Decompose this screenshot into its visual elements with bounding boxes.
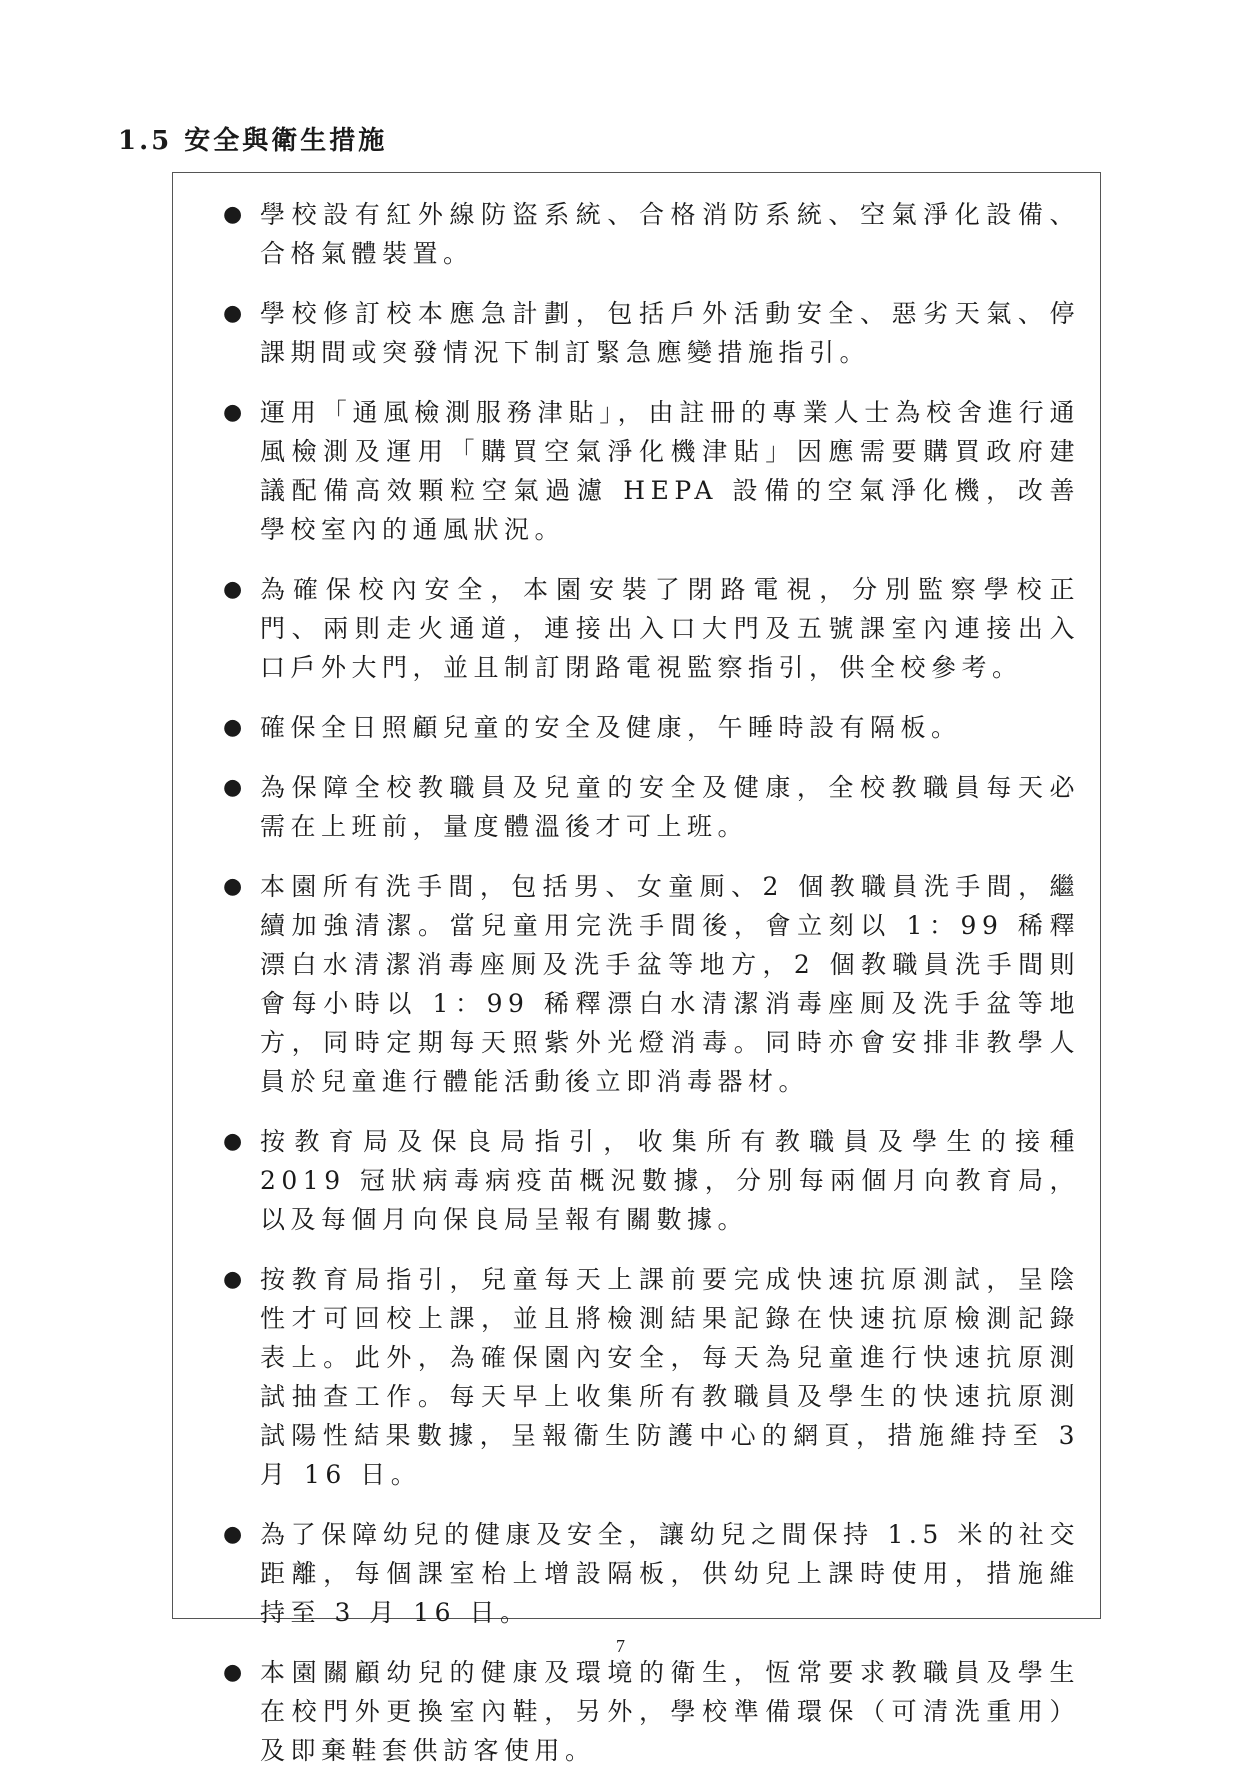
list-item-text: 為保障全校教職員及兒童的安全及健康，全校教職員每天必需在上班前，量度體溫後才可上班。 xyxy=(260,773,1080,841)
bullet-icon: ● xyxy=(223,1267,243,1292)
list-item-text: 本園關顧幼兒的健康及環境的衛生，恆常要求教職員及學生在校門外更換室內鞋，另外，學校準備環保（可清洗重用）及即棄鞋套供訪客使用。 xyxy=(260,1658,1080,1765)
bullet-icon: ● xyxy=(223,775,243,800)
list-item-text: 確保全日照顧兒童的安全及健康，午睡時設有隔板。 xyxy=(260,713,962,742)
list-item xyxy=(173,1653,1100,1770)
list-item xyxy=(173,393,1100,549)
bullet-icon: ● xyxy=(223,301,243,326)
list-item-text: 學校修訂校本應急計劃，包括戶外活動安全、惡劣天氣、停課期間或突發情況下制訂緊急應變措施指引。 xyxy=(260,299,1080,367)
list-item xyxy=(173,1122,1100,1239)
list-item xyxy=(173,1260,1100,1494)
measures-box xyxy=(172,172,1101,1765)
bullet-icon: ● xyxy=(223,715,243,740)
list-item xyxy=(173,1515,1100,1632)
list-item-text: 按教育局及保良局指引，收集所有教職員及學生的接種 2019 冠狀病毒病疫苗概況數據，分別每兩個月向教育局，以及每個月向保良局呈報有關數據。 xyxy=(260,1127,1080,1234)
bullet-icon: ● xyxy=(223,1129,243,1154)
measures-list xyxy=(173,173,1100,1770)
list-item-text: 學校設有紅外線防盜系統、合格消防系統、空氣淨化設備、合格氣體裝置。 xyxy=(260,200,1080,268)
list-item xyxy=(173,195,1100,273)
bullet-icon: ● xyxy=(223,1660,243,1685)
list-item xyxy=(173,867,1100,1101)
section-heading: 1.5 安全與衛生措施 xyxy=(118,126,388,156)
list-item xyxy=(173,570,1100,687)
bullet-icon: ● xyxy=(223,577,243,602)
list-item xyxy=(173,708,1100,747)
list-item-text: 運用「通風檢測服務津貼」，由註冊的專業人士為校舍進行通風檢測及運用「購買空氣淨化機津貼」因應需要購買政府建議配備高效顆粒空氣過濾 HEPA 設備的空氣淨化機，改善學校室內的通風狀況。 xyxy=(260,398,1080,544)
list-item xyxy=(173,294,1100,372)
list-item-text: 為確保校內安全，本園安裝了閉路電視，分別監察學校正門、兩則走火通道，連接出入口大門及五號課室內連接出入口戶外大門，並且制訂閉路電視監察指引，供全校參考。 xyxy=(260,575,1080,682)
list-item xyxy=(173,768,1100,846)
bullet-icon: ● xyxy=(223,874,243,899)
bullet-icon: ● xyxy=(223,400,243,425)
list-item-text: 本園所有洗手間，包括男、女童厠、2 個教職員洗手間，繼續加強清潔。當兒童用完洗手間後，會立刻以 1：99 稀釋漂白水清潔消毒座厠及洗手盆等地方，2 個教職員洗手間則會每小時以 1：99 稀釋漂白水清潔消毒座厠及洗手盆等地方，同時定期每天照紫外光燈消毒。同時亦會安排非教學人員於兒童進行體能活動後立即消毒器材。 xyxy=(260,872,1080,1096)
list-item-text: 按教育局指引，兒童每天上課前要完成快速抗原測試，呈陰性才可回校上課，並且將檢測結果記錄在快速抗原檢測記錄表上。此外，為確保園內安全，每天為兒童進行快速抗原測試抽查工作。每天早上收集所有教職員及學生的快速抗原測試陽性結果數據，呈報衞生防護中心的網頁，措施維持至 3 月 16 日。 xyxy=(260,1265,1080,1489)
bullet-icon: ● xyxy=(223,1522,243,1547)
page-number: 7 xyxy=(616,1636,625,1656)
list-item-text: 為了保障幼兒的健康及安全，讓幼兒之間保持 1.5 米的社交距離，每個課室枱上增設隔板，供幼兒上課時使用，措施維持至 3 月 16 日。 xyxy=(260,1520,1080,1627)
bullet-icon: ● xyxy=(223,202,243,227)
